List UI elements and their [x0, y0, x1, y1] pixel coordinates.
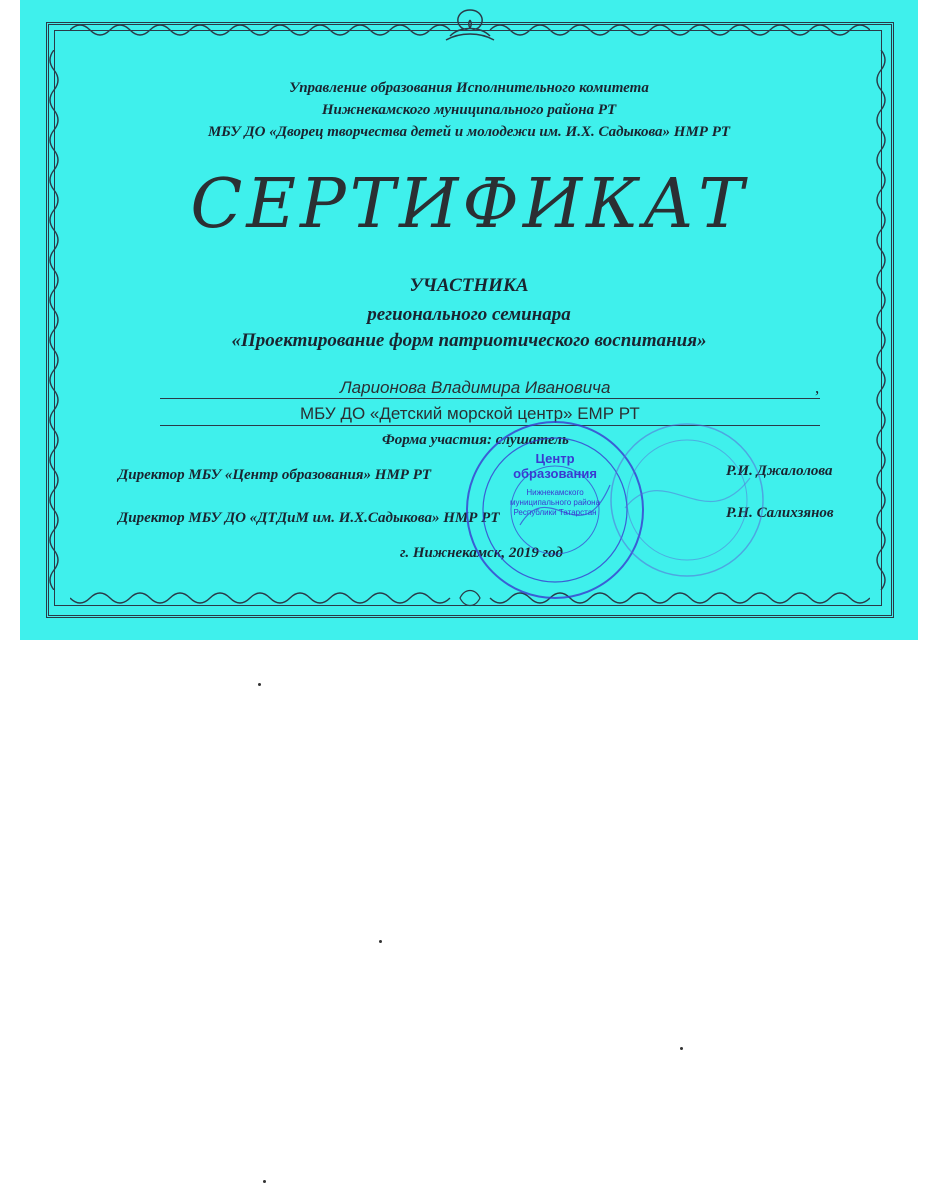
- name-underline: [160, 398, 820, 399]
- subtitle-participant: УЧАСТНИКА: [409, 275, 529, 296]
- recipient-organization: МБУ ДО «Детский морской центр» ЕМР РТ: [300, 404, 640, 423]
- signatory-1-title: Директор МБУ «Центр образования» НМР РТ: [118, 467, 432, 483]
- place-and-year: г. Нижнекамск, 2019 год: [400, 545, 563, 561]
- official-stamp-secondary: [605, 418, 770, 583]
- recipient-name: Ларионова Владимира Ивановича: [340, 378, 611, 397]
- stamp-text-1: Центр: [535, 451, 575, 466]
- signatory-1-name: Р.И. Джалолова: [726, 463, 833, 479]
- participation-form: Форма участия: слушатель: [382, 432, 569, 448]
- header-line-1: Управление образования Исполнительного комитета: [289, 80, 649, 96]
- scan-speck: [258, 683, 261, 686]
- signatory-2-name: Р.Н. Салихзянов: [726, 505, 834, 521]
- stamp-text-4: муниципального района: [509, 498, 601, 507]
- signatory-2-title: Директор МБУ ДО «ДТДиМ им. И.Х.Садыкова» НМР РТ: [118, 510, 500, 526]
- subtitle-seminar: регионального семинара: [367, 304, 571, 325]
- scan-speck: [263, 1180, 266, 1183]
- subtitle-seminar-topic: «Проектирование форм патриотического воспитания»: [231, 330, 707, 351]
- scan-speck: [379, 940, 382, 943]
- stamp-text-5: Республики Татарстан: [513, 508, 597, 517]
- stamp-text-2: образования: [513, 466, 597, 481]
- header-line-3: МБУ ДО «Дворец творчества детей и молодежи им. И.Х. Садыкова» НМР РТ: [207, 124, 731, 140]
- certificate-title: СЕРТИФИКАТ: [190, 165, 748, 244]
- scan-speck: [680, 1047, 683, 1050]
- certificate-sheet: [20, 0, 918, 640]
- recipient-name-comma: ,: [815, 378, 820, 397]
- header-line-2: Нижнекамского муниципального района РТ: [321, 102, 617, 118]
- stamp-text-3: Нижнекамского: [526, 488, 584, 497]
- top-flourish-ornament: [440, 6, 500, 51]
